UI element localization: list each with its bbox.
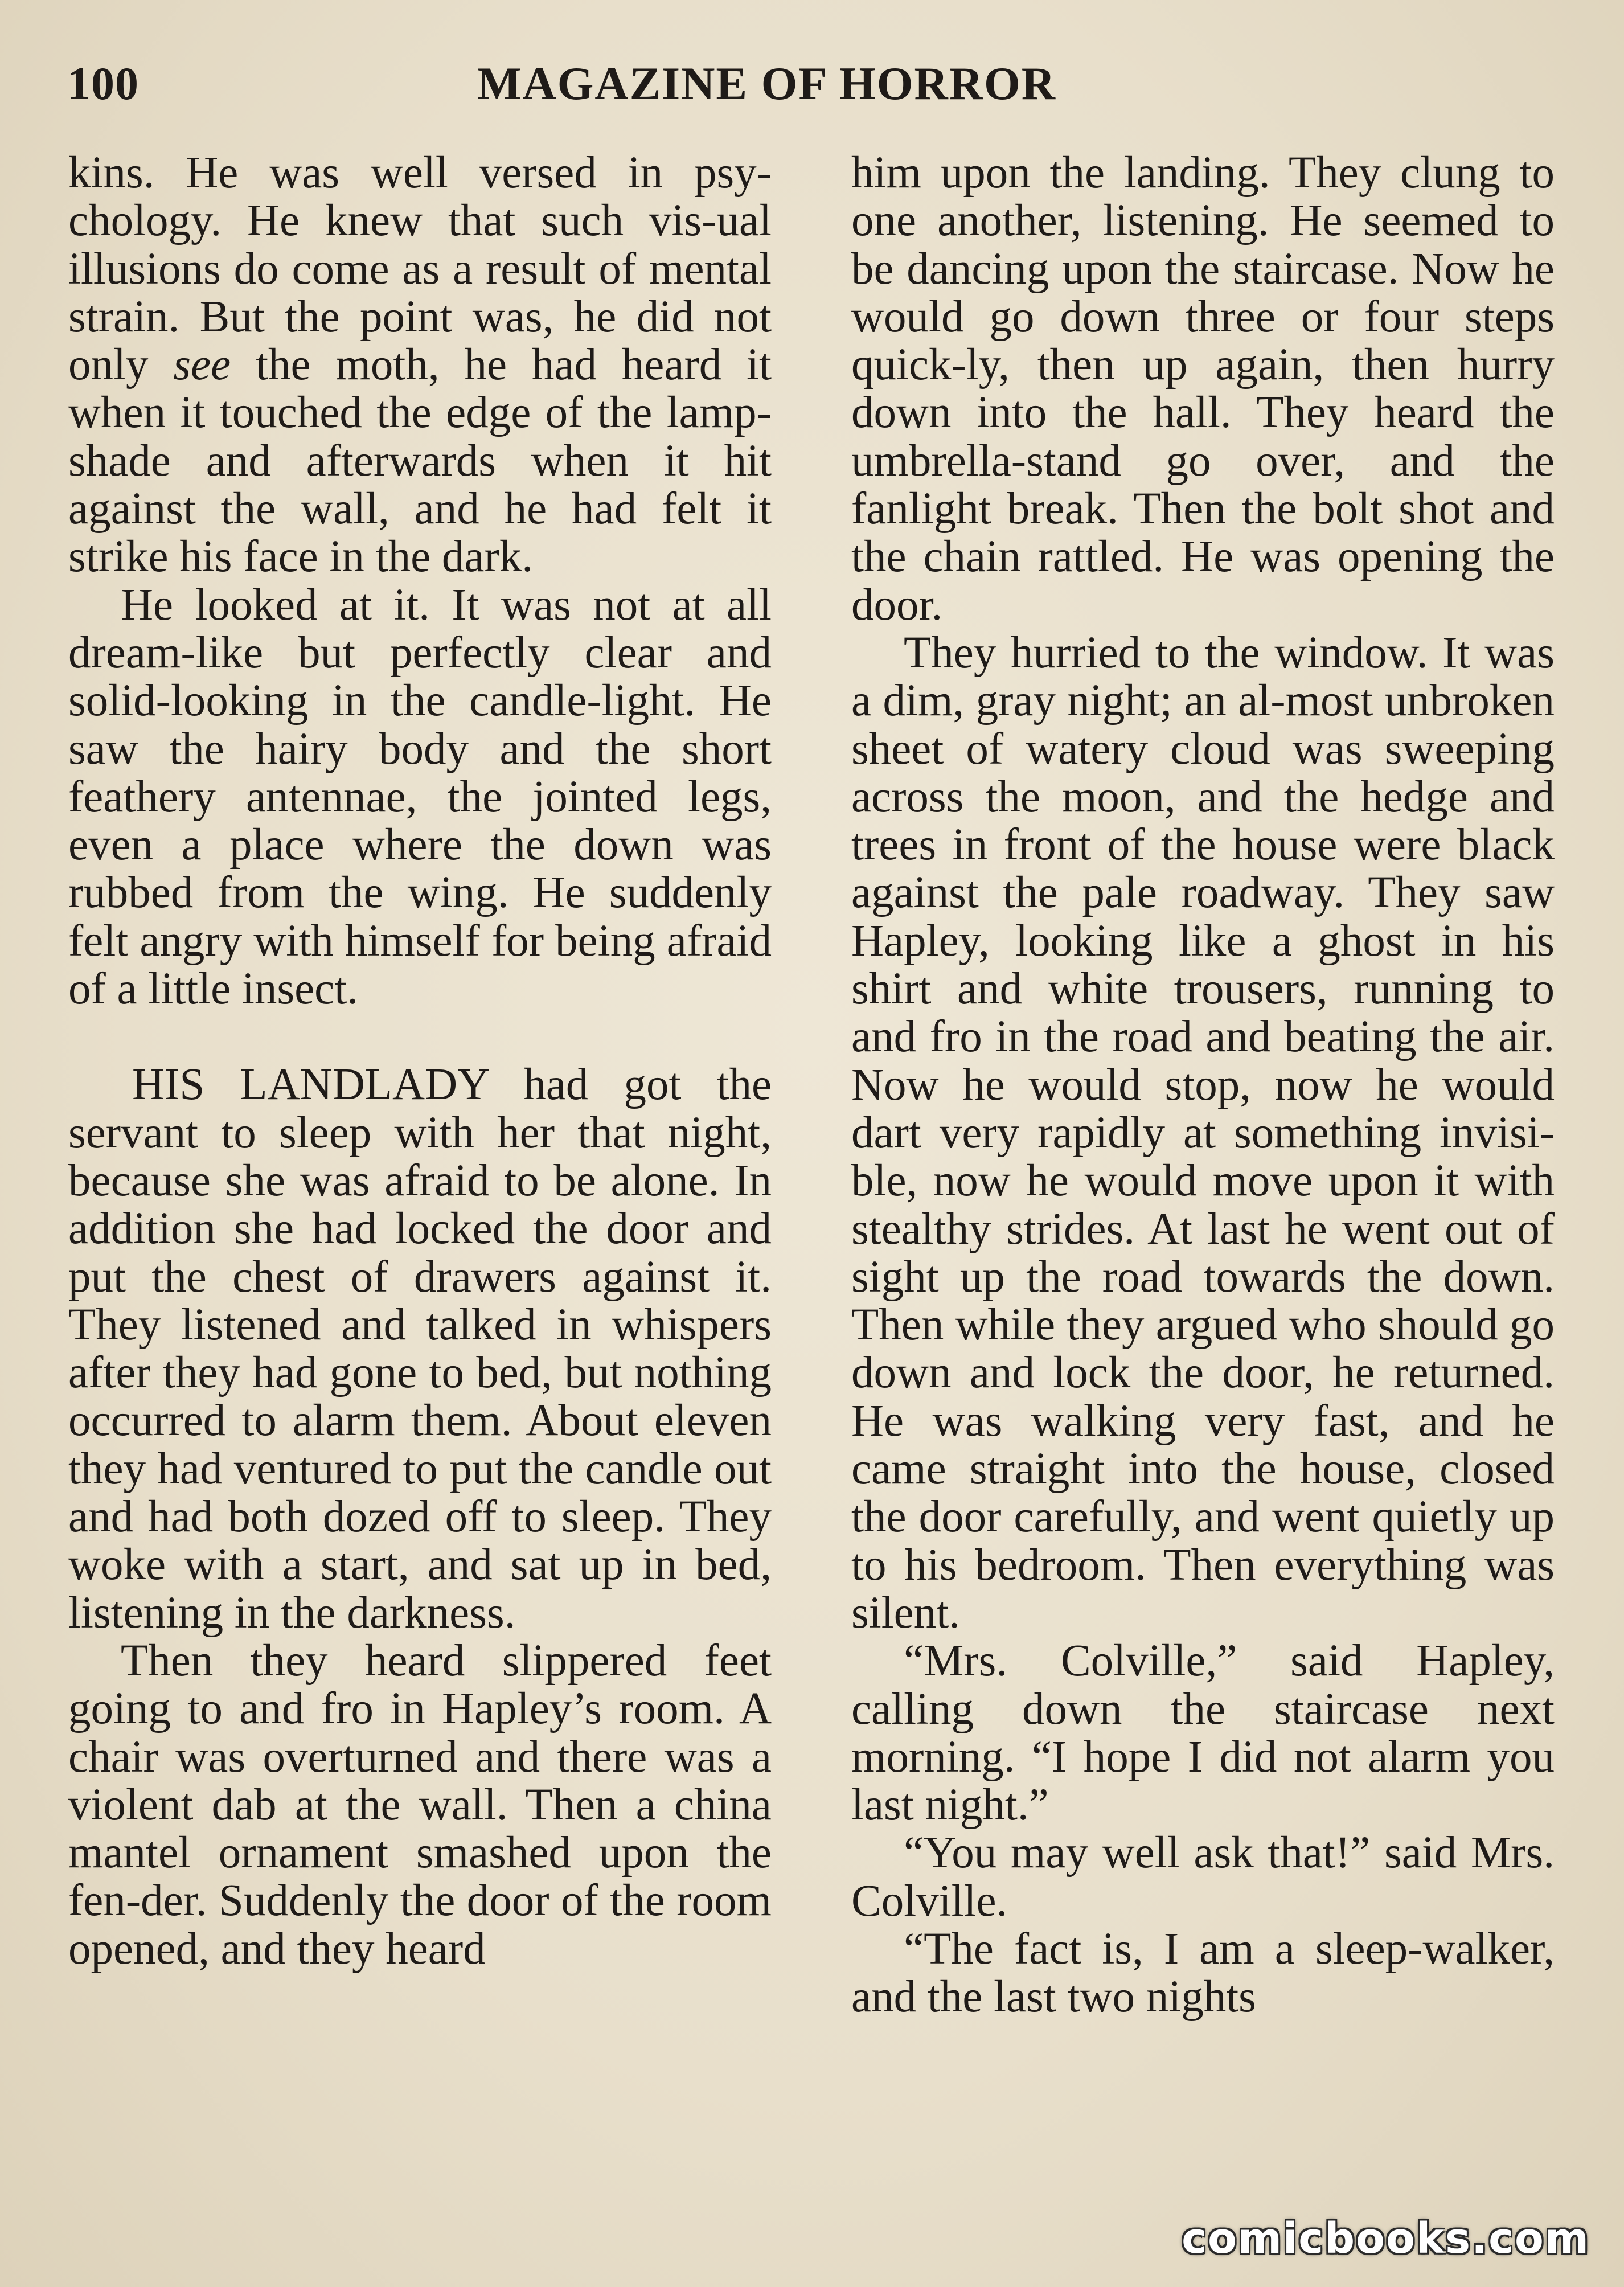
paragraph-text: kins. He was well versed in psy-chology. He knew that such vis-ual illusions do come as a result of mental strain. But the point was, he did not only xyxy=(68,148,772,390)
page-number: 100 xyxy=(67,58,139,109)
paragraph: Then they heard slippered feet going to and fro in Hapley’s room. A chair was overturned and there was a violent dab at the wall. Then a china mantel ornament smashed upon the fen-der. Suddenly the door of the room opened, and they heard xyxy=(68,1636,772,1974)
section-lead-in: HIS LANDLADY xyxy=(132,1060,489,1110)
left-column xyxy=(68,149,772,1973)
running-title: MAGAZINE OF HORROR xyxy=(477,58,1056,109)
paragraph: “You may well ask that!” said Mrs. Colville. xyxy=(851,1828,1555,1926)
paragraph xyxy=(68,149,772,581)
paragraph: They hurried to the window. It was a dim, gray night; an al-most unbroken sheet of watery cloud was sweeping across the moon, and the hedge and trees in front of the house were black against the pale roadway. They saw Hapley, looking like a ghost in his shirt and white trousers, running to and fro in the road and beating the air. Now he would stop, now he would dart very rapidly at something invisi-ble, now he would move upon it with stealthy strides. At last he went out of sight up the road towards the down. Then while they argued who should go down and lock the door, he returned. He was walking very fast, and he came straight into the house, closed the door carefully, and went quietly up to his bedroom. Then everything was silent. xyxy=(851,628,1555,1638)
paragraph-text: the moth, he had heard it when it touched the edge of the lamp-shade and afterwards when it hit against the wall, and he had felt it strike his face in the dark. xyxy=(68,340,772,582)
paragraph-text: had got the servant to sleep with her that night, because she was afraid to be alone. In addition she had locked the door and put the chest of drawers against it. They listened and talked in whispers after they had gone to bed, but nothing occurred to alarm them. About eleven they had ventured to put the candle out and had both dozed off to sleep. They woke with a start, and sat up in bed, listening in the darkness. xyxy=(68,1060,772,1638)
page-header xyxy=(67,57,1548,120)
watermark: comicbooks.com xyxy=(1182,2214,1590,2263)
paragraph: “Mrs. Colville,” said Hapley, calling down the staircase next morning. “I hope I did not alarm you last night.” xyxy=(851,1636,1555,1830)
right-column xyxy=(851,149,1555,2022)
paragraph: him upon the landing. They clung to one another, listening. He seemed to be dancing upon the staircase. Now he would go down three or four steps quick-ly, then up again, then hurry down into the hall. They heard the umbrella-stand go over, and the fanlight break. Then the bolt shot and the chain rattled. He was opening the door. xyxy=(851,148,1555,630)
paragraph: “The fact is, I am a sleep-walker, and the last two nights xyxy=(851,1924,1555,2022)
paragraph: He looked at it. It was not at all dream-like but perfectly clear and solid-looking in the candle-light. He saw the hairy body and the short feathery antennae, the jointed legs, even a place where the down was rubbed from the wing. He suddenly felt angry with himself for being afraid of a little insect. xyxy=(68,580,772,1014)
section-paragraph xyxy=(68,1061,772,1637)
emphasized-word: see xyxy=(173,340,231,390)
